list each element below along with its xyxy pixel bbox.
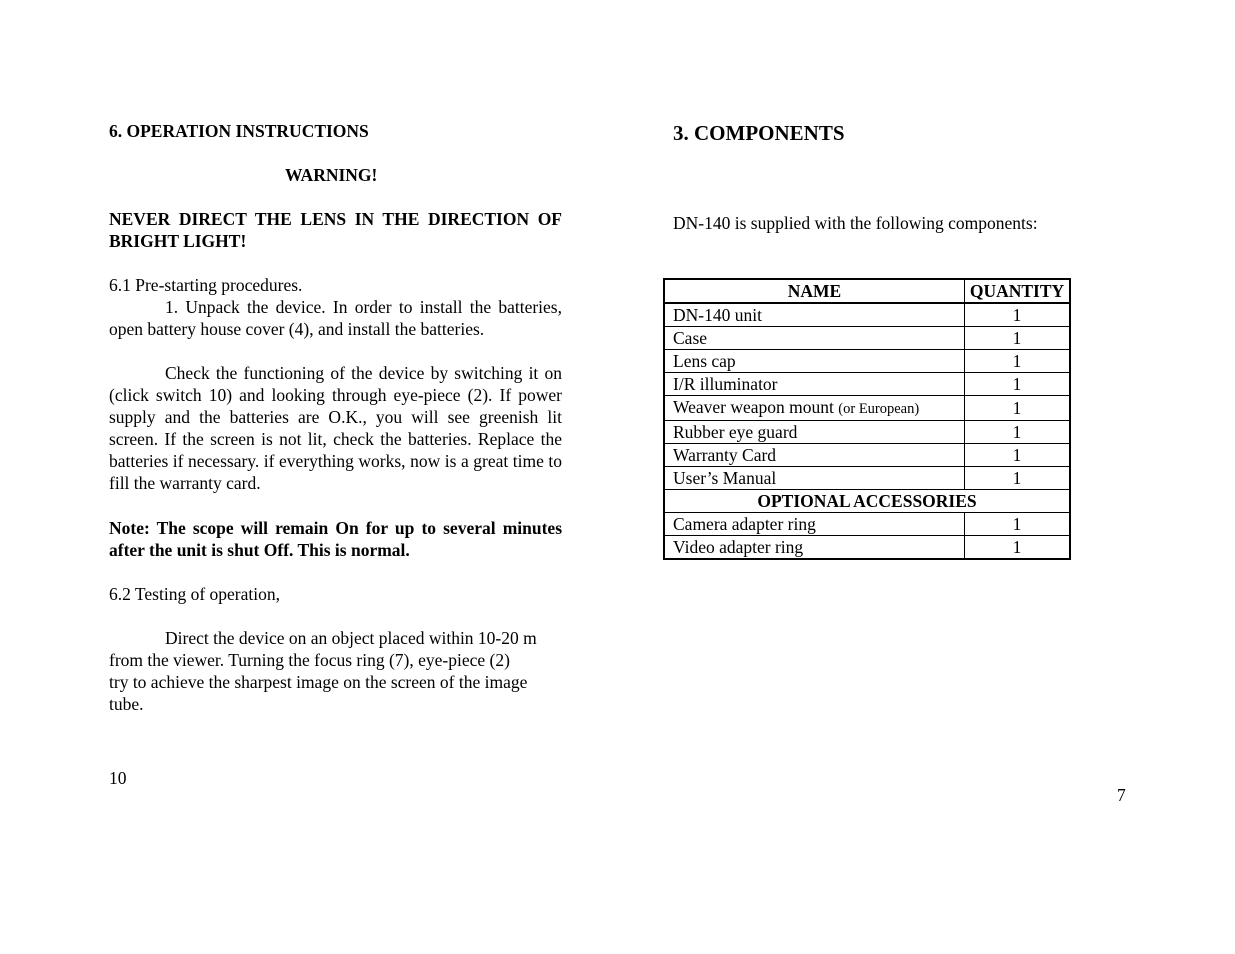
testing-line-3: try to achieve the sharpest image on the screen of the image: [109, 672, 528, 692]
row-name-note: (or European): [838, 401, 920, 417]
optional-accessories-row: [664, 490, 1070, 513]
row-qty: 1: [965, 303, 1071, 327]
table-row: [664, 536, 1070, 560]
subsection-title-testing: 6.2 Testing of operation,: [109, 584, 280, 604]
header-quantity: QUANTITY: [965, 279, 1071, 303]
step-1-paragraph: 1. Unpack the device. In order to install the batteries, open battery house cover (4), and install the batteries.: [109, 297, 562, 339]
page-number-right: 7: [1117, 785, 1126, 805]
table-header-row: [664, 279, 1070, 303]
row-name: Case: [664, 327, 965, 350]
row-name: DN-140 unit: [664, 303, 965, 327]
table-row: [664, 373, 1070, 396]
row-name: Lens cap: [664, 350, 965, 373]
row-qty: 1: [965, 513, 1071, 536]
note-paragraph: Note: The scope will remain On for up to several minutes after the unit is shut Off. This is normal.: [109, 518, 562, 560]
testing-line-1: Direct the device on an object placed within 10-20 m: [165, 628, 537, 648]
row-qty: 1: [965, 467, 1071, 490]
row-qty: 1: [965, 396, 1071, 421]
section-title-operation: 6. OPERATION INSTRUCTIONS: [109, 121, 369, 141]
table-row: [664, 350, 1070, 373]
header-name: NAME: [664, 279, 965, 303]
warning-heading: WARNING!: [285, 165, 378, 185]
table-row: [664, 396, 1070, 421]
row-qty: 1: [965, 373, 1071, 396]
check-paragraph: Check the functioning of the device by switching it on (click switch 10) and looking through eye-piece (2). If power supply and the batteries are O.K., you will see greenish lit screen. If the screen is not lit, check the batteries. Replace the batteries if necessary. if everything works, now is a great time to fill the warranty card.: [109, 363, 562, 493]
row-qty: 1: [965, 536, 1071, 560]
components-table: [663, 278, 1071, 560]
table-row: [664, 303, 1070, 327]
page-number-left: 10: [109, 768, 127, 788]
row-name: Camera adapter ring: [664, 513, 965, 536]
table-row: [664, 421, 1070, 444]
table-row: [664, 327, 1070, 350]
row-name: Rubber eye guard: [664, 421, 965, 444]
optional-accessories-heading: OPTIONAL ACCESSORIES: [664, 490, 1070, 513]
row-name-with-note: [664, 396, 965, 421]
subsection-title-prestarting: 6.1 Pre-starting procedures.: [109, 275, 303, 295]
row-name: Weaver weapon mount: [673, 397, 834, 417]
row-name: I/R illuminator: [664, 373, 965, 396]
components-intro: DN-140 is supplied with the following components:: [673, 213, 1038, 233]
section-title-components: 3. COMPONENTS: [673, 121, 845, 145]
table-row: [664, 467, 1070, 490]
table-row: [664, 513, 1070, 536]
testing-line-2: from the viewer. Turning the focus ring (7), eye-piece (2): [109, 650, 510, 670]
row-name: User’s Manual: [664, 467, 965, 490]
row-qty: 1: [965, 421, 1071, 444]
table-row: [664, 444, 1070, 467]
row-qty: 1: [965, 444, 1071, 467]
row-name: Video adapter ring: [664, 536, 965, 560]
row-qty: 1: [965, 327, 1071, 350]
warning-text: NEVER DIRECT THE LENS IN THE DIRECTION OF BRIGHT LIGHT!: [109, 209, 562, 251]
components-table-wrapper: [663, 278, 1071, 560]
row-qty: 1: [965, 350, 1071, 373]
row-name: Warranty Card: [664, 444, 965, 467]
testing-line-4: tube.: [109, 694, 144, 714]
